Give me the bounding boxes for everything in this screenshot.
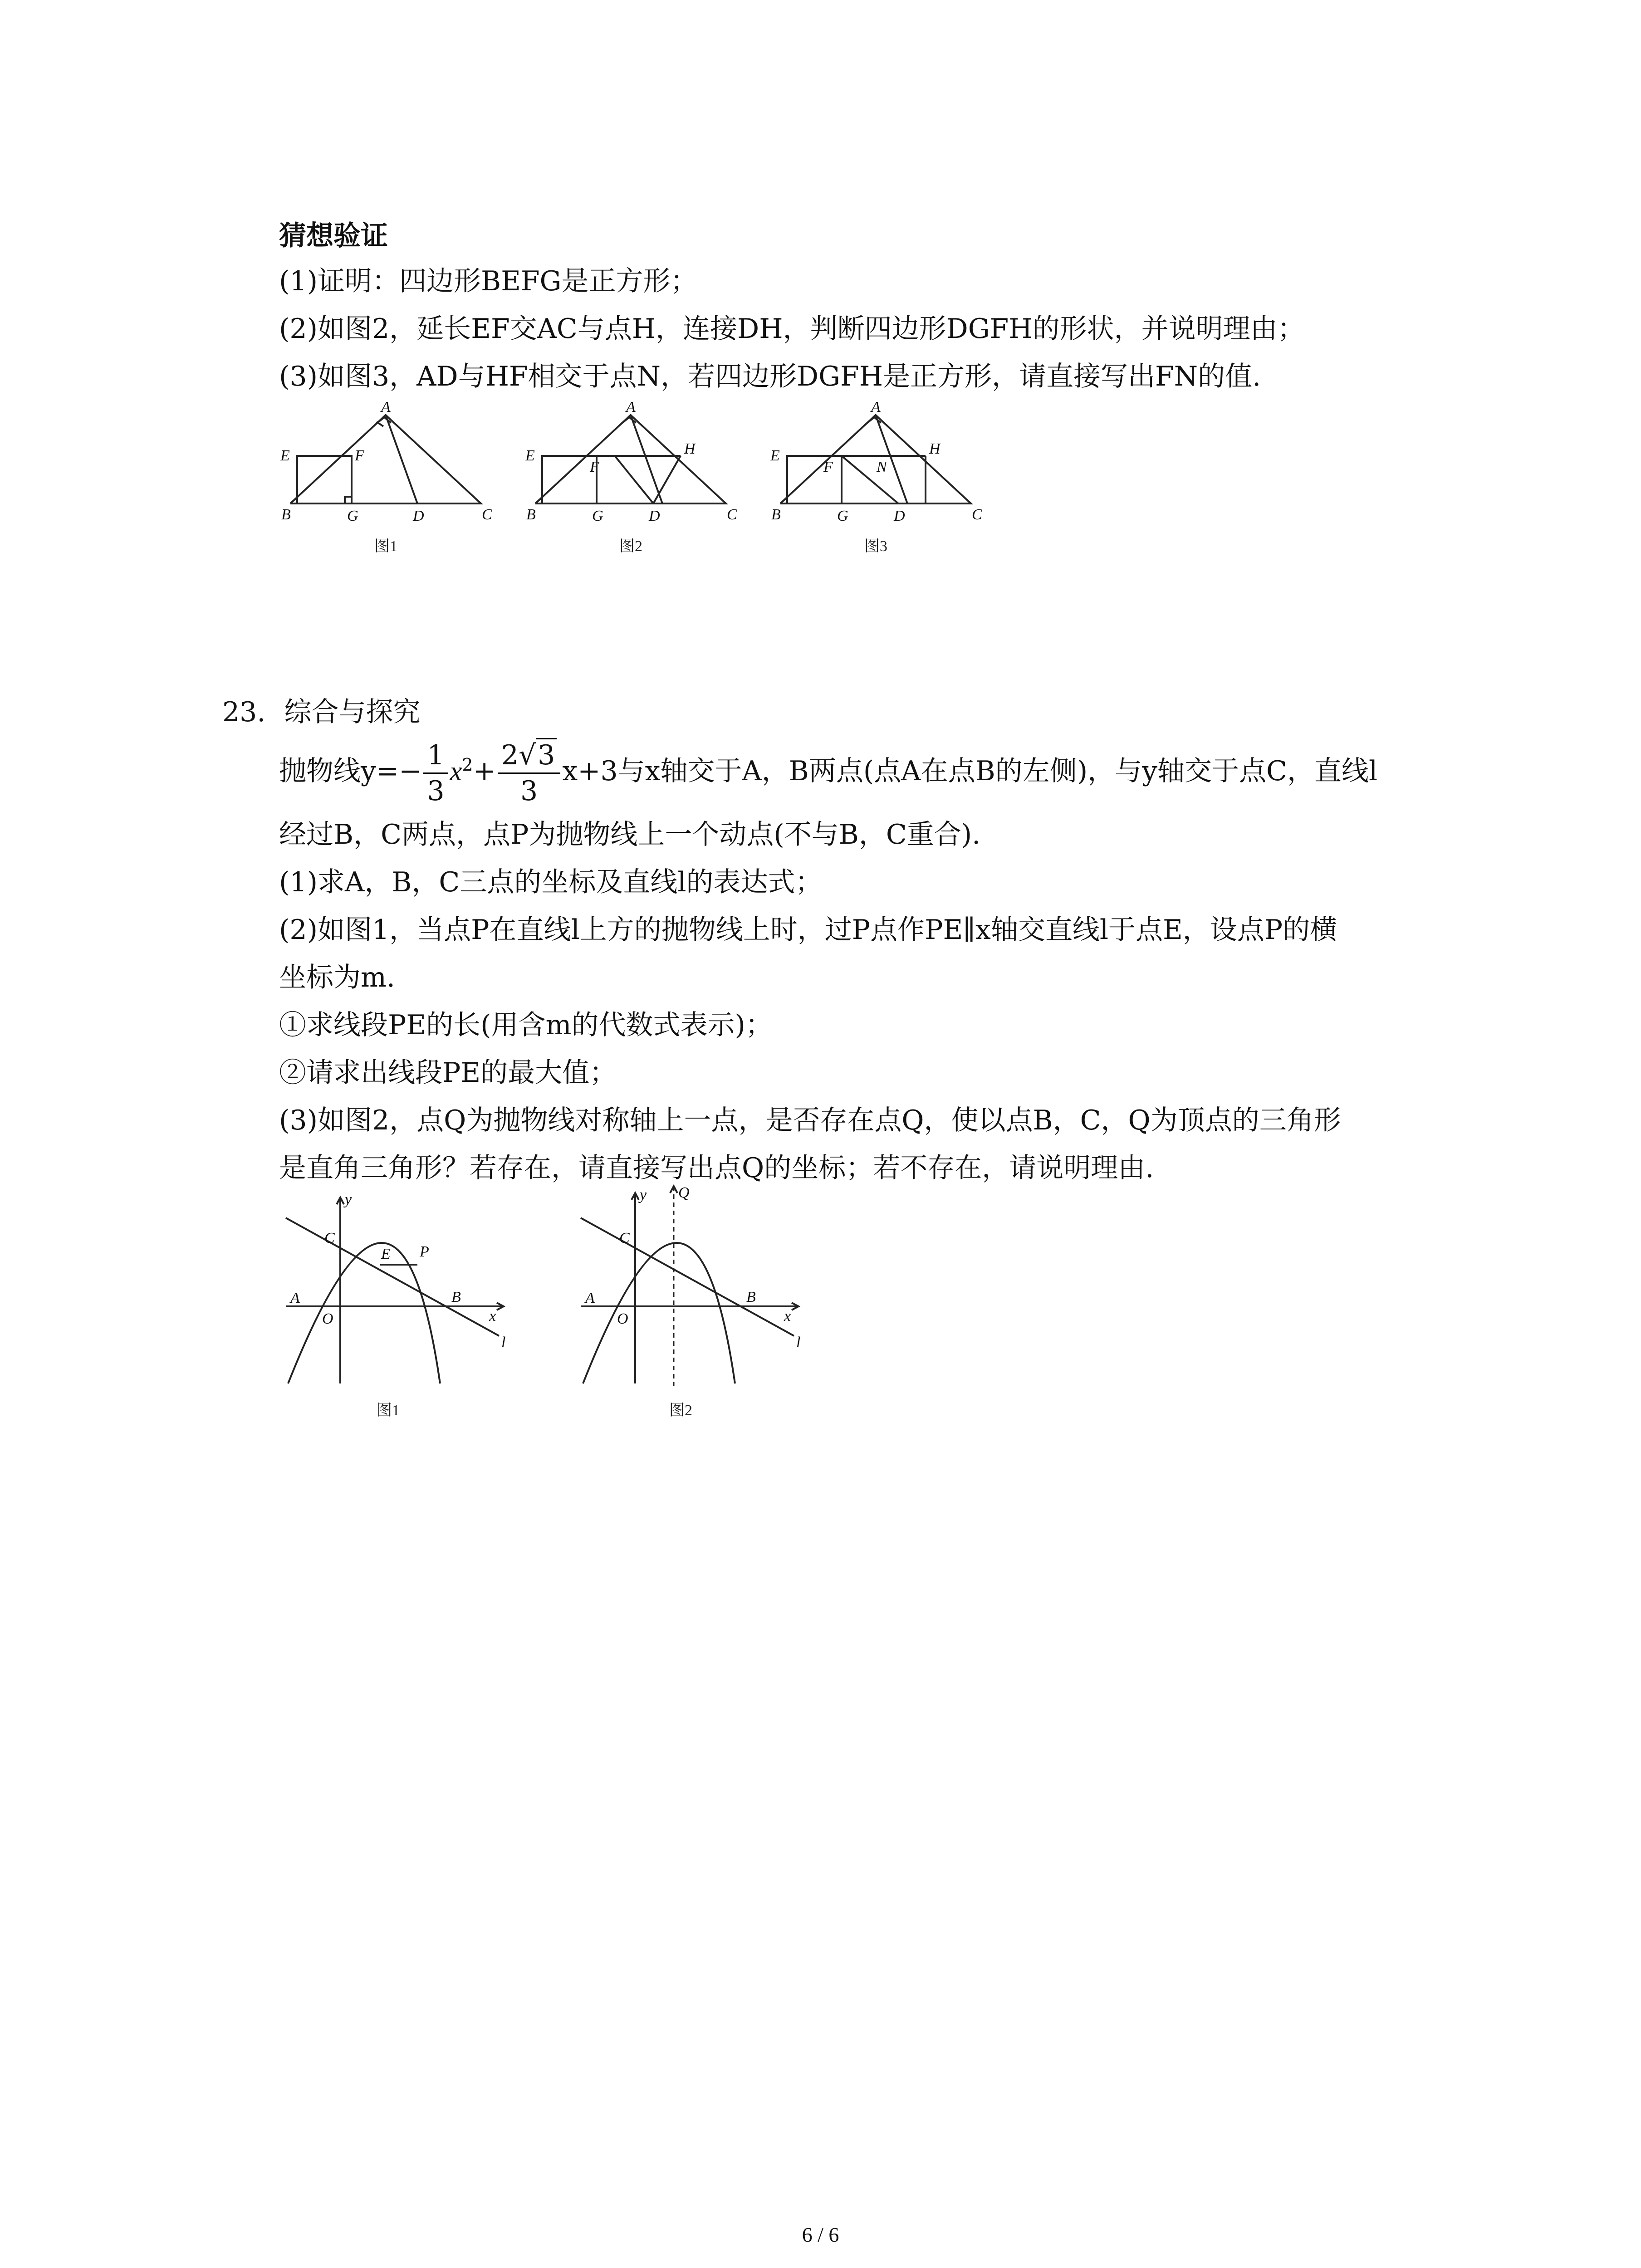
exponent-2: 2 [462,755,473,775]
fig2-bottom-caption: 图2 [669,1402,692,1419]
figure-1-top [290,415,481,503]
q23-part-2-sub-1: ①求线段PE的长(用含m的代数式表示)； [279,1009,773,1041]
frac1-num: 1 [423,742,448,774]
fig1b-label-O: O [322,1310,333,1327]
q23-part-2-line-1: (2)如图1，当点P在直线l上方的抛物线上时，过P点作PE∥x轴交直线l于点E，设点P的横 [279,914,1337,946]
fig2b-label-x: x [784,1308,791,1325]
fig3-label-H: H [929,440,941,457]
page-number: 6 / 6 [802,2223,839,2246]
fig3-label-N: N [877,459,887,475]
fig2b-label-C: C [619,1230,630,1246]
fig2-label-D: D [649,508,660,524]
q23-part-3-line-1: (3)如图2，点Q为抛物线对称轴上一点，是否存在点Q，使以点B，C，Q为顶点的三角形 [279,1105,1341,1136]
fig1-label-B: B [281,506,291,523]
fig1b-label-P: P [420,1243,429,1260]
fraction-two-root-three-thirds [498,739,561,807]
fig3-label-E: E [770,447,780,464]
question-part-2: (2)如图2，延长EF交AC与点H，连接DH，判断四边形DGFH的形状，并说明理由； [279,313,1305,345]
fig2b-label-y: y [640,1187,647,1203]
fig1b-label-x: x [489,1308,496,1325]
figure-2-top [535,415,726,503]
q23-stem-line-2: 经过B，C两点，点P为抛物线上一个动点(不与B，C重合). [279,819,981,850]
fig2-label-G: G [592,508,603,524]
stem-x: x [450,756,462,786]
figure-3-top [780,415,971,503]
fig1-label-C: C [482,506,492,523]
fig3-label-B: B [771,506,781,523]
frac2-radicand: 3 [536,738,557,771]
fig3-top-caption: 图3 [864,538,887,555]
q23-part-2-line-2: 坐标为m. [279,962,395,993]
frac2-den: 3 [520,775,538,807]
stem-c: x+3与x轴交于A，B两点(点A在点B的左侧)，与y轴交于点C，直线l [562,755,1378,787]
fig3-label-G: G [837,508,848,524]
fig1b-label-C: C [324,1230,335,1246]
q23-part-3-line-2: 是直角三角形？若存在，请直接写出点Q的坐标；若不存在，请说明理由. [279,1152,1154,1184]
section-heading: 猜想验证 [279,220,388,252]
q23-part-1: (1)求A，B，C三点的坐标及直线l的表达式； [279,866,823,898]
fig2-label-B: B [526,506,536,523]
fig2-label-H: H [684,440,696,457]
question-part-3: (3)如图3，AD与HF相交于点N，若四边形DGFH是正方形，请直接写出FN的值. [279,361,1261,392]
fig2-top-caption: 图2 [619,538,642,555]
fig1-label-A: A [381,399,391,415]
fig1-label-D: D [413,508,424,524]
fig2b-label-A: A [585,1290,595,1306]
top-figures [272,399,998,562]
fig2-label-A: A [626,399,636,415]
fig1b-label-l: l [501,1334,506,1351]
question-part-1: (1)证明：四边形BEFG是正方形； [279,265,698,297]
fig2-label-F: F [590,459,599,475]
fig3-label-C: C [972,506,982,523]
q23-title: 综合与探究 [284,696,421,728]
fig3-label-D: D [894,508,905,524]
fraction-one-third [423,739,448,807]
fig1-label-E: E [280,447,290,464]
fig2b-label-O: O [617,1310,628,1327]
figure-1-bottom [286,1198,504,1383]
fig3-label-F: F [823,459,833,475]
fig1b-label-y: y [345,1191,352,1208]
q23-number: 23. [222,696,266,728]
frac1-den: 3 [427,775,445,807]
sqrt-sign: √3 [519,742,557,769]
fig2b-label-B: B [746,1289,756,1305]
fig2-label-E: E [525,447,535,464]
fig1-label-G: G [347,508,358,524]
q23-stem-line-1 [279,739,1377,807]
figure-2-bottom [581,1186,801,1386]
fig2b-label-l: l [796,1334,801,1351]
fig1-bottom-caption: 图1 [377,1402,400,1419]
q23-heading [222,694,421,730]
fig1b-label-A: A [290,1290,300,1306]
frac2-coef: 2 [501,739,519,771]
q23-part-2-sub-2: ②请求出线段PE的最大值； [279,1057,617,1089]
stem-a: 抛物线y=− [279,755,422,787]
fig1-label-F: F [355,447,364,464]
fig3-label-A: A [871,399,881,415]
fig1b-label-B: B [451,1289,461,1305]
bottom-figures [272,1184,862,1420]
fig1-top-caption: 图1 [374,538,397,555]
plus-sign: + [473,755,496,787]
fig2-label-C: C [727,506,737,523]
fig1b-label-E: E [381,1246,391,1262]
fig2b-label-Q: Q [678,1184,690,1201]
